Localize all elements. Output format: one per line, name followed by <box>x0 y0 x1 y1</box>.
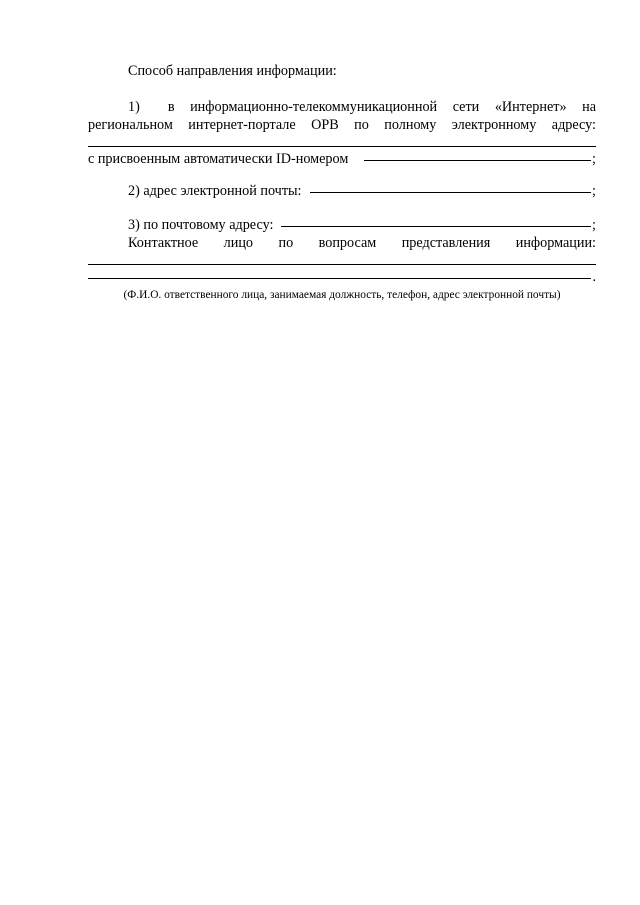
item1-line2-text: региональном интернет-портале ОРВ по полному электронному адресу: <box>88 117 596 133</box>
contact-caption: (Ф.И.О. ответственного лица, занимаемая должность, телефон, адрес электронной почты) <box>123 289 561 301</box>
contact-blank-2 <box>88 278 591 279</box>
item3-address-blank <box>281 226 591 227</box>
contact-line2 <box>88 268 596 286</box>
item1-line1-text: в информационно-телекоммуникационной сети «Интернет» на <box>167 99 596 115</box>
heading: Способ направления информации: <box>128 63 337 79</box>
item3-text: 3) по почтовому адресу: <box>128 217 274 233</box>
item2-line <box>128 182 596 200</box>
contact-text: Контактное лицо по вопросам представления информации: <box>128 235 596 251</box>
item2-text: 2) адрес электронной почты: <box>128 183 302 199</box>
item1-line4-end: ; <box>592 151 596 167</box>
item3-end: ; <box>592 217 596 233</box>
contact-blank-1 <box>88 264 596 265</box>
item1-line4-text: с присвоенным автоматически ID-номером <box>88 151 349 167</box>
item1-line1 <box>128 98 596 116</box>
item2-end: ; <box>592 183 596 199</box>
item2-email-blank <box>310 192 592 193</box>
item1-number: 1) <box>128 99 140 115</box>
item3-line <box>128 216 596 234</box>
item1-line4 <box>88 150 596 168</box>
item1-id-blank <box>364 160 591 161</box>
contact-end: . <box>592 269 596 285</box>
item1-address-blank <box>88 146 596 147</box>
